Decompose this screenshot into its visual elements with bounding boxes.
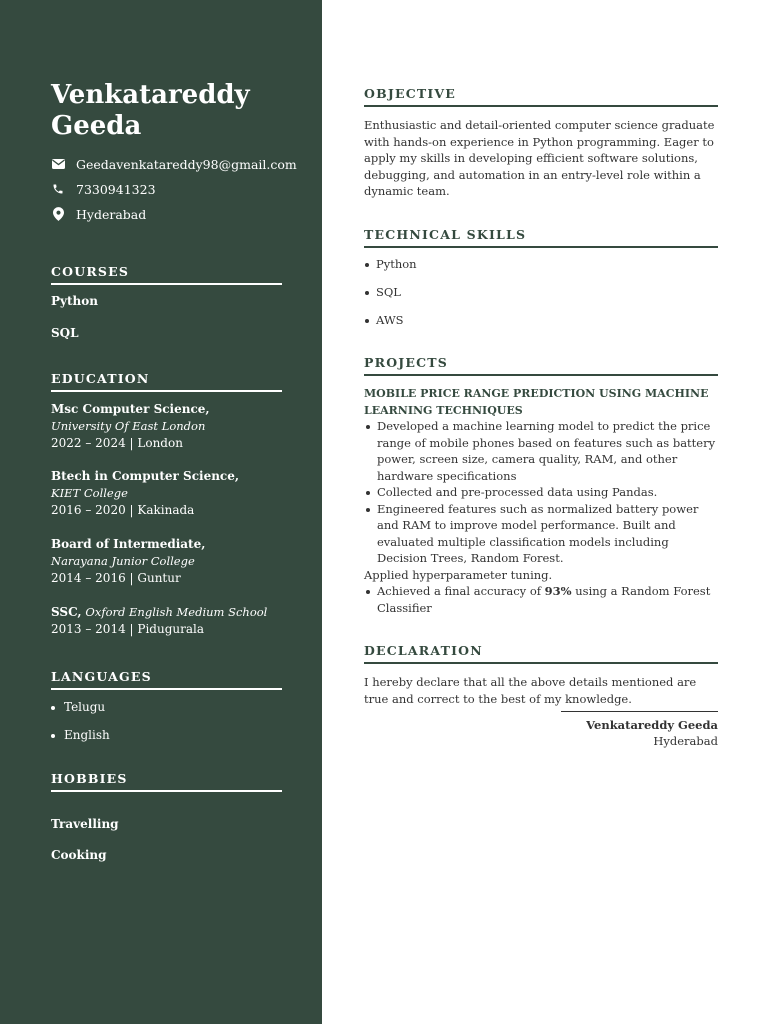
sidebar (0, 0, 322, 1024)
language-item: English (51, 727, 110, 755)
courses-heading: COURSES (51, 264, 282, 285)
education-heading: EDUCATION (51, 371, 282, 392)
education-institution: KIET College (51, 486, 128, 500)
accuracy-prefix: Achieved a final accuracy of (377, 584, 542, 598)
phone-icon (51, 182, 65, 196)
languages-list (51, 699, 110, 755)
hobbies-heading: HOBBIES (51, 771, 282, 792)
contact-phone (51, 180, 156, 198)
education-entry (51, 401, 301, 452)
language-item: Telugu (51, 699, 110, 727)
project-bullet-accuracy (364, 583, 718, 616)
signature-name: Venkatareddy Geeda (586, 718, 718, 732)
hobby-item: Cooking (51, 848, 107, 862)
location-text: Hyderabad (76, 206, 147, 222)
languages-heading: LANGUAGES (51, 669, 282, 690)
skill-item: AWS (364, 312, 417, 340)
email-text[interactable]: Geedavenkatareddy98@gmail.com (76, 156, 297, 172)
course-item: Python (51, 294, 98, 308)
education-period: 2022 – 2024 | London (51, 436, 183, 450)
phone-text: 7330941323 (76, 181, 156, 197)
declaration-text: I hereby declare that all the above details mentioned are true and correct to the best of my knowledge. (364, 675, 697, 706)
project-bullet: Engineered features such as normalized battery power and RAM to improve model performance. Built and evaluated multiple classification models including Decision Trees, Random Forest. (364, 501, 718, 567)
project-details (364, 418, 718, 616)
envelope-icon (51, 157, 65, 171)
education-entry (51, 604, 301, 638)
course-item: SQL (51, 326, 79, 340)
education-institution: Oxford English Medium School (85, 605, 268, 619)
declaration-heading: DECLARATION (364, 643, 718, 664)
accuracy-value: 93% (544, 584, 572, 598)
candidate-name: Venkatareddy Geeda (51, 80, 250, 141)
projects-heading: PROJECTS (364, 355, 718, 376)
education-period: 2014 – 2016 | Guntur (51, 571, 181, 585)
signature-line (561, 711, 718, 712)
education-period: 2013 – 2014 | Pidugurala (51, 622, 204, 636)
main-content (364, 0, 718, 1024)
project-plain-line: Applied hyperparameter tuning. (364, 567, 553, 582)
education-entry (51, 536, 301, 587)
education-degree: Board of Intermediate, (51, 537, 206, 551)
skill-item: Python (364, 256, 417, 284)
education-institution: University Of East London (51, 419, 206, 433)
contact-email (51, 155, 297, 173)
project-bullet: Collected and pre-processed data using Pandas. (364, 484, 718, 501)
education-institution: Narayana Junior College (51, 554, 195, 568)
location-pin-icon (51, 207, 65, 221)
education-entry (51, 468, 301, 519)
skill-item: SQL (364, 284, 417, 312)
project-bullet: Developed a machine learning model to predict the price range of mobile phones based on features such as battery power, screen size, camera quality, RAM, and other hardware specifications (364, 418, 718, 484)
signature-place: Hyderabad (653, 734, 718, 748)
contact-location (51, 205, 146, 223)
technical-skills-heading: TECHNICAL SKILLS (364, 227, 718, 248)
technical-skills-list (364, 256, 417, 340)
accuracy-suffix: using a Random Forest Classifier (377, 584, 711, 615)
education-period: 2016 – 2020 | Kakinada (51, 503, 195, 517)
education-degree: Btech in Computer Science, (51, 469, 240, 483)
hobby-item: Travelling (51, 817, 119, 831)
objective-text: Enthusiastic and detail-oriented computer science graduate with hands-on experience in Python programming. Eager to apply my skills in developing efficient software solutions, debugging, and automation in an entry-level role within a dynamic team. (364, 118, 715, 198)
project-final-bullets (364, 583, 718, 616)
education-degree: SSC, (51, 605, 82, 619)
objective-heading: OBJECTIVE (364, 86, 718, 107)
project-title: MOBILE PRICE RANGE PREDICTION USING MACHINE LEARNING TECHNIQUES (364, 387, 709, 417)
education-degree: Msc Computer Science, (51, 402, 210, 416)
project-bullets (364, 418, 718, 567)
